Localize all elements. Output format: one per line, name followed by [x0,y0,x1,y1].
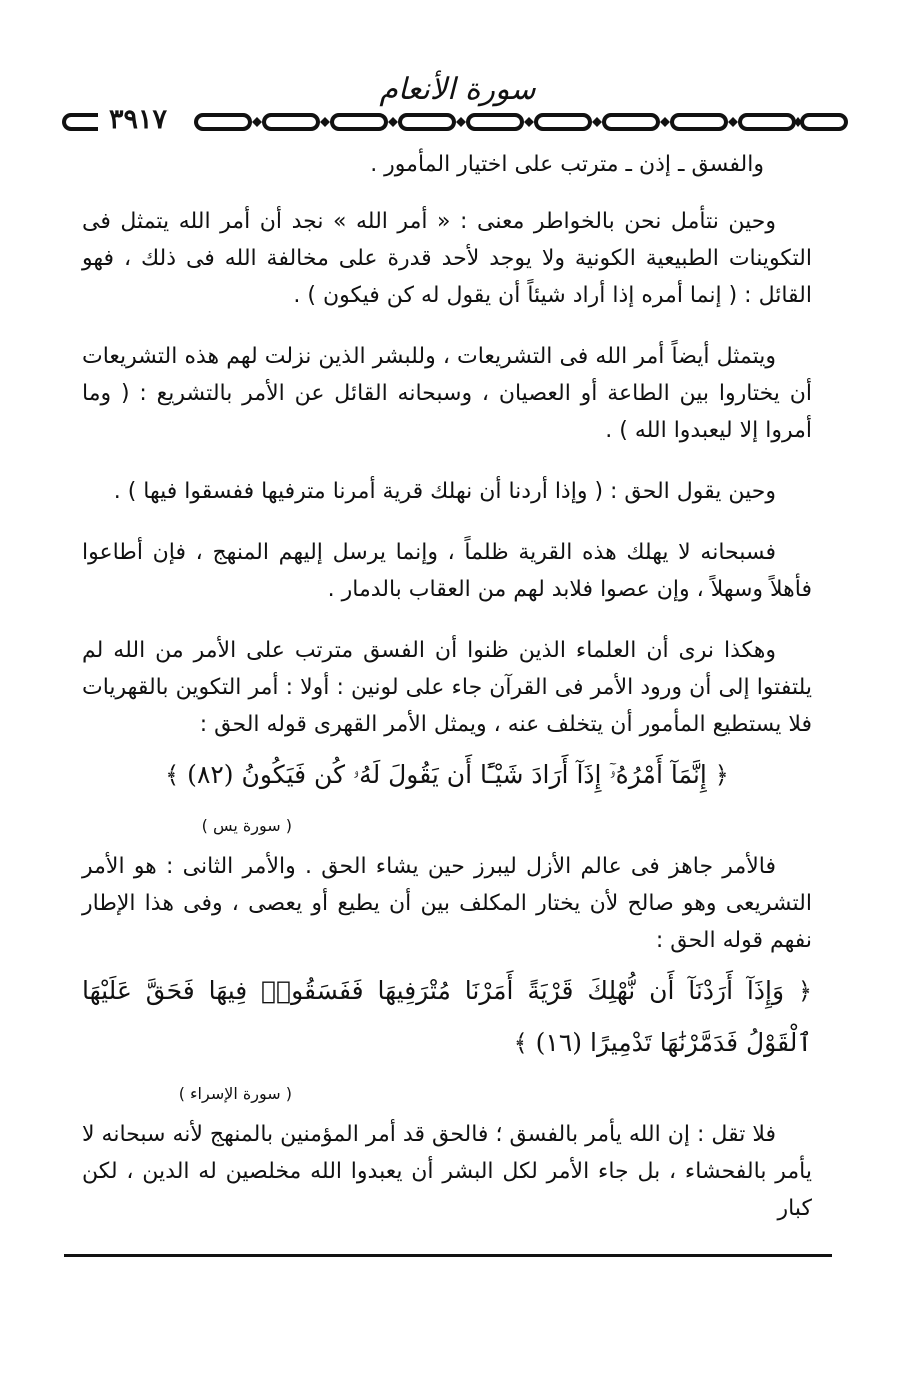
paragraph: ويتمثل أيضاً أمر الله فى التشريعات ، وللبشر الذين نزلت لهم هذه التشريعات أن يختاروا بين الطاعة أو العصيان ، وسبحانه القائل عن الأمر بالتشريع : ( وما أمروا إلا ليعبدوا الله ) . [82,344,812,443]
verse-close-bracket-icon: ﴾ [165,761,180,789]
body-text [82,146,812,1227]
verse-close-bracket-icon: ﴾ [513,1029,528,1057]
verse-open-bracket-icon: ﴿ [714,761,729,789]
paragraph: والفسق ـ إذن ـ مترتب على اختيار المأمور . [370,152,764,177]
ornament-chain-icon [60,110,850,134]
verse-source: ( سورة يس ) [201,816,292,835]
header-ornament-border [60,110,850,134]
page-number: ٣٩١٧ [98,104,178,136]
paragraph: وحين يقول الحق : ( وإذا أردنا أن نهلك قرية أمرنا مترفيها ففسقوا فيها ) . [113,479,776,504]
paragraph: وهكذا نرى أن العلماء الذين ظنوا أن الفسق مترتب على الأمر من الله لم يلتفتوا إلى أن ورود الأمر فى القرآن جاء على لونين : أولا : أمر التكوين بالقهريات فلا يستطيع المأمور أن يتخلف عنه ، ويمثل الأمر القهرى قوله الحق : [82,638,812,737]
quran-verse [82,749,812,801]
verse-open-bracket-icon: ﴿ [797,977,812,1005]
paragraph: وحين نتأمل نحن بالخواطر معنى : « أمر الله » نجد أن أمر الله يتمثل فى التكوينات الطبيعية الكونية ولا يوجد لأحد قدرة على مخالفة الله فى ذلك ، فهو القائل : ( إنما أمره إذا أراد شيئاً أن يقول له كن فيكون ) . [82,209,812,308]
quran-verse [82,965,812,1069]
footer-rule [64,1254,832,1257]
surah-title: سورة الأنعام [379,72,536,107]
paragraph: فلا تقل : إن الله يأمر بالفسق ؛ فالحق قد أمر المؤمنين بالمنهج لأنه سبحانه لا يأمر بالفحشاء ، بل جاء الأمر لكل البشر أن يعبدوا الله مخلصين له الدين ، لكن كبار [82,1122,812,1221]
verse-text: إِنَّمَآ أَمْرُهُۥٓ إِذَآ أَرَادَ شَيْـًٔا أَن يَقُولَ لَهُۥ كُن فَيَكُونُ [241,760,707,789]
verse-number: (١٦) [535,1028,583,1057]
verse-number: (٨٢) [187,760,234,789]
verse-text: وَإِذَآ أَرَدْنَآ أَن نُّهْلِكَ قَرْيَةً أَمَرْنَا مُتْرَفِيهَا فَفَسَقُوا۟ فِيهَا فَحَقَّ عَلَيْهَا ٱلْقَوْلُ فَدَمَّرْنَٰهَا تَدْمِيرًا [82,976,812,1057]
paragraph: فالأمر جاهز فى عالم الأزل ليبرز حين يشاء الحق . والأمر الثانى : هو الأمر التشريعى وهو صالح لأن يختار المكلف بين أن يطيع أو يعصى ، وفى هذا الإطار نفهم قوله الحق : [82,854,812,953]
paragraph: فسبحانه لا يهلك هذه القرية ظلماً ، وإنما يرسل إليهم المنهج ، فإن أطاعوا فأهلاً وسهلاً ، وإن عصوا فلابد لهم من العقاب بالدمار . [82,540,812,602]
verse-source: ( سورة الإسراء ) [178,1084,292,1103]
